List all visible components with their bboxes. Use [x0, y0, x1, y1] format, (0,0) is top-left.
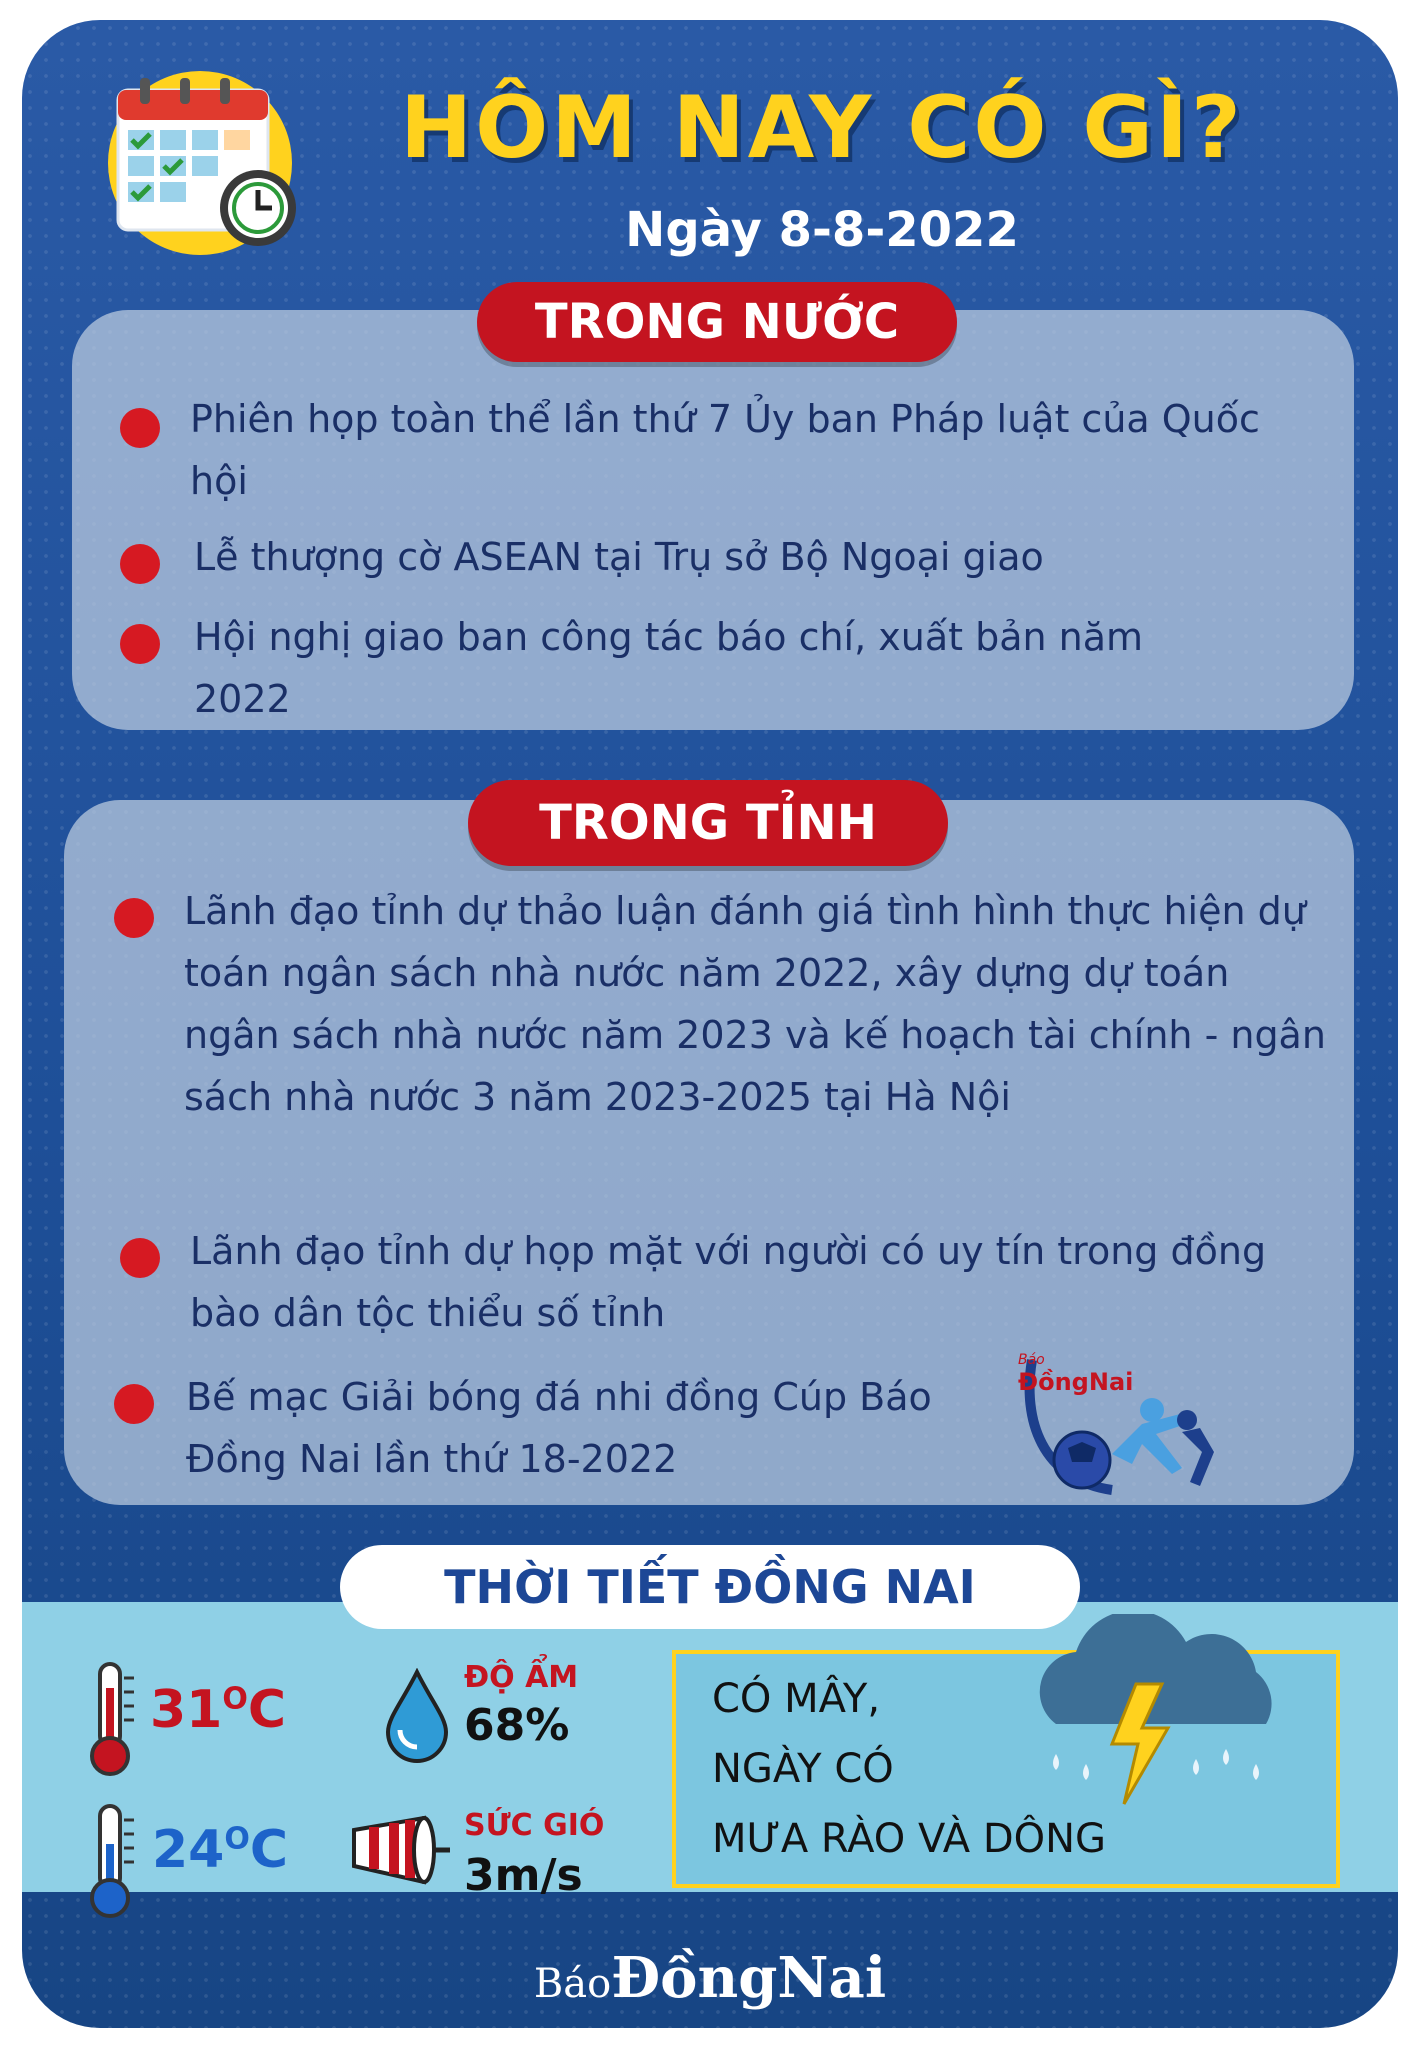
brand-big: ĐồngNai: [611, 1945, 887, 2011]
bullet-icon: [114, 898, 154, 938]
temp-unit: C: [247, 1680, 287, 1740]
domestic-item: Hội nghị giao ban công tác báo chí, xuất bản năm 2022: [194, 615, 1144, 721]
bullet-icon: [114, 1384, 154, 1424]
windsock-icon: [344, 1810, 454, 1890]
thermometer-cold-icon: [80, 1800, 140, 1920]
bullet-icon: [120, 408, 160, 448]
thermometer-hot-icon: [80, 1658, 140, 1778]
bullet-icon: [120, 544, 160, 584]
domestic-section-label: TRONG NƯỚC: [477, 282, 957, 362]
page-title: HÔM NAY CÓ GÌ?: [400, 78, 1244, 178]
forecast-line: NGÀY CÓ: [712, 1746, 894, 1792]
temp-unit: C: [249, 1820, 289, 1880]
temp-high: $31^OC$: [150, 1680, 287, 1740]
province-item: Lãnh đạo tỉnh dự họp mặt với người có uy tín trong đồng bào dân tộc thiểu số tỉnh: [190, 1229, 1267, 1335]
humidity-label: ĐỘ ẨM: [464, 1660, 579, 1695]
wind-value: 3m/s: [464, 1850, 583, 1901]
logo-text: ĐồngNai: [1018, 1368, 1134, 1396]
domestic-item: Phiên họp toàn thể lần thứ 7 Ủy ban Pháp luật của Quốc hội: [190, 397, 1260, 503]
bullet-icon: [120, 624, 160, 664]
brand-small: Báo: [533, 1961, 612, 2007]
province-item: Bế mạc Giải bóng đá nhi đồng Cúp Báo Đồng Nai lần thứ 18-2022: [186, 1375, 932, 1481]
temp-low: $24^OC$: [152, 1820, 289, 1880]
infographic-card: [22, 20, 1398, 2028]
weather-section-label: THỜI TIẾT ĐỒNG NAI: [340, 1545, 1080, 1629]
forecast-line: MƯA RÀO VÀ DÔNG: [712, 1816, 1107, 1862]
page-date: Ngày 8-8-2022: [625, 202, 1019, 258]
forecast-box: [672, 1650, 1340, 1888]
footer-brand: [22, 1945, 1398, 2011]
province-section-label: TRONG TỈNH: [468, 780, 948, 866]
water-drop-icon: [382, 1668, 452, 1764]
province-item: Lãnh đạo tỉnh dự thảo luận đánh giá tình hình thực hiện dự toán ngân sách nhà nước năm 2022, xây dựng dự toán ngân sách nhà nước năm 2023 và kế hoạch tài chính - ngân sách nhà nước 3 năm 2023-2025 tại Hà Nội: [184, 889, 1326, 1119]
forecast-line: CÓ MÂY,: [712, 1676, 881, 1722]
logo-text: Báo: [1018, 1352, 1045, 1368]
humidity-value: 68%: [464, 1700, 570, 1751]
calendar-clock-icon: [100, 68, 310, 258]
bullet-icon: [120, 1238, 160, 1278]
wind-label: SỨC GIÓ: [464, 1808, 605, 1843]
storm-cloud-icon: [1016, 1614, 1316, 1814]
domestic-item: Lễ thượng cờ ASEAN tại Trụ sở Bộ Ngoại giao: [194, 535, 1044, 579]
cup-logo: [1012, 1350, 1232, 1500]
temp-high-value: 31: [150, 1680, 223, 1740]
temp-low-value: 24: [152, 1820, 225, 1880]
